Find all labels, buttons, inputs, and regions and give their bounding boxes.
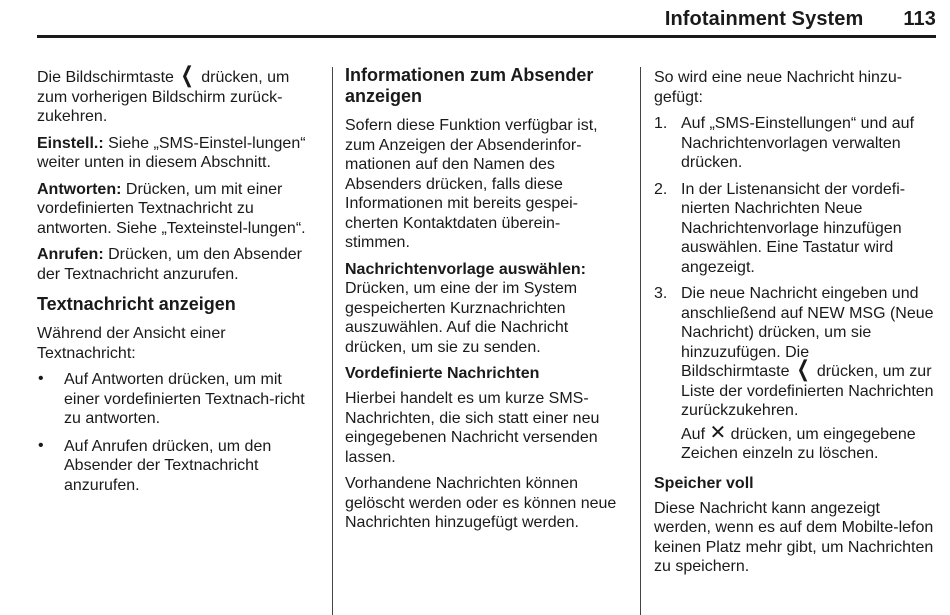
list-item: [654, 114, 939, 173]
text: Auf: [681, 425, 706, 443]
header-rule: [37, 35, 936, 38]
step-number: 1.: [654, 115, 668, 132]
x-delete-icon: ✕: [709, 421, 727, 444]
column-3: [654, 68, 939, 584]
page-number: 113: [903, 8, 936, 30]
column-1: [37, 62, 317, 503]
list-item: [654, 284, 939, 464]
text: Bildschirmtaste: [681, 363, 790, 380]
text: drücken, um zur Liste der vordefinierten Nachrichten zurückzukehren.: [681, 363, 934, 419]
list-item: [37, 437, 317, 496]
paragraph: Hierbei handelt es um kurze SMS-Nachrichten, die sich statt einer neu eingegebenen Nachricht versenden lassen.: [345, 390, 600, 466]
text: Drücken, um den Absender der Textnachricht anzurufen.: [37, 246, 302, 283]
paragraph: [37, 245, 317, 284]
bullet-icon: •: [38, 436, 44, 454]
text: Auf „SMS-Einstellungen“ und auf Nachrichtenvorlagen verwalten drücken.: [681, 115, 915, 171]
list-item-note: [681, 421, 939, 464]
column-2: [345, 65, 625, 540]
paragraph: [37, 62, 317, 127]
paragraph: [37, 180, 317, 239]
text: Die neue Nachricht eingeben und anschließend auf NEW MSG (Neue Nachricht) drücken, um sie hinzuzufügen. Die: [681, 285, 934, 361]
back-chevron-icon: ❮: [181, 62, 195, 87]
column-divider: [640, 67, 641, 615]
term: Nachrichtenvorlage auswählen:: [345, 260, 586, 278]
step-number: 2.: [654, 180, 668, 198]
text: Auf Anrufen drücken, um den Absender der Textnachricht anzurufen.: [64, 437, 272, 494]
paragraph: Vorhandene Nachrichten können gelöscht werden oder es können neue Nachrichten hinzugefügt werden.: [345, 475, 617, 531]
bullet-icon: •: [38, 370, 44, 387]
subsection-heading: Vordefinierte Nachrichten: [345, 365, 540, 382]
paragraph: Während der Ansicht einer Textnachricht:: [37, 325, 226, 362]
list-item: [37, 370, 317, 429]
section-heading: Textnachricht anzeigen: [37, 294, 236, 314]
text: In der Listenansicht der vordefi-nierten Nachrichten Neue Nachrichtenvorlage hinzufügen auswählen. Eine Tastatur wird angezeigt.: [681, 180, 906, 276]
column-divider: [332, 67, 333, 615]
term: Antworten:: [37, 180, 122, 198]
paragraph: [345, 260, 625, 358]
step-number: 3.: [654, 285, 668, 302]
subsection-heading: Speicher voll: [654, 474, 754, 492]
paragraph: So wird eine neue Nachricht hinzu-gefügt:: [654, 69, 903, 106]
text: Auf Antworten drücken, um mit einer vordefinierten Textnach-richt zu antworten.: [64, 371, 305, 427]
text: Die Bildschirmtaste: [37, 69, 174, 86]
text: drücken, um zum vorherigen Bildschirm zurück-zukehren.: [37, 69, 290, 125]
header-title: Infotainment System: [664, 8, 864, 30]
paragraph: Diese Nachricht kann angezeigt werden, wenn es auf dem Mobilte-lefon keinen Platz mehr gibt, um Nachrichten zu speichern.: [654, 499, 934, 575]
term: Anrufen:: [37, 246, 104, 263]
list-item: [654, 180, 939, 278]
text: Siehe „SMS-Einstel-lungen“ weiter unten in diesem Abschnitt.: [37, 134, 306, 171]
term: Einstell.:: [37, 134, 104, 152]
text: Drücken, um mit einer vordefinierten Textnachricht zu antworten. Siehe „Texteinstel-lungen“.: [37, 180, 306, 237]
text: Drücken, um eine der im System gespeicherten Kurznachrichten auszuwählen. Auf die Nachricht drücken, um sie zu senden.: [345, 280, 578, 356]
paragraph: Sofern diese Funktion verfügbar ist, zum Anzeigen der Absenderinfor-mationen auf den Namen des Absenders drücken, falls diese Informationen mit bereits gespei-cherten Kontaktdaten überein-stimmen.: [345, 117, 598, 251]
page-header: [0, 8, 936, 31]
section-heading: Informationen zum Absender anzeigen: [345, 65, 594, 106]
back-chevron-icon: ❮: [796, 356, 810, 381]
text: drücken, um eingegebene Zeichen einzeln zu löschen.: [681, 425, 916, 462]
paragraph: [37, 134, 317, 173]
